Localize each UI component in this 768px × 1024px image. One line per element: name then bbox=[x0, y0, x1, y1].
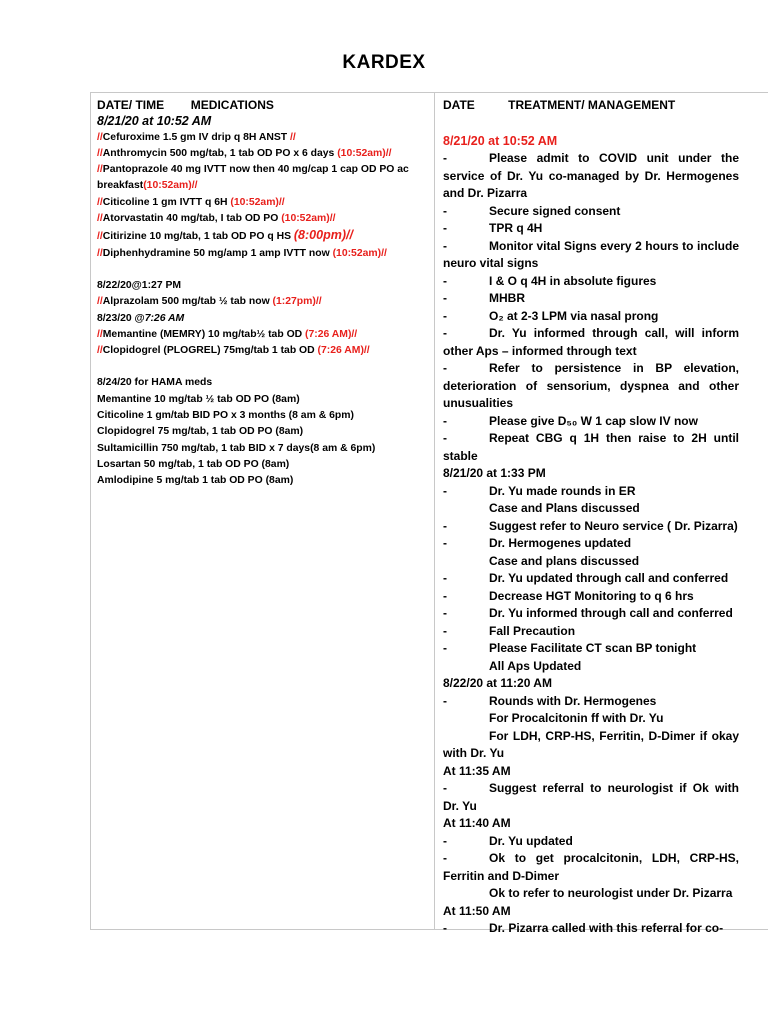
med-list-1 bbox=[97, 130, 427, 262]
hama-med-entry: Memantine 10 mg/tab ½ tab OD PO (8am) bbox=[97, 393, 300, 405]
med-slash-prefix: // bbox=[97, 328, 103, 340]
treatment-bullet: - bbox=[443, 641, 447, 655]
treatment-bullet: - bbox=[443, 588, 447, 603]
treatment-list-2 bbox=[443, 483, 739, 676]
treatment-item bbox=[443, 238, 739, 273]
treatment-item bbox=[443, 623, 739, 641]
treatment-item bbox=[443, 308, 739, 326]
treatment-time-2: At 11:40 AM bbox=[443, 816, 511, 830]
med-entry bbox=[97, 343, 427, 359]
hama-med-entry: Amlodipine 5 mg/tab 1 tab OD PO (8am) bbox=[97, 475, 294, 487]
treatment-text: Please Facilitate CT scan BP tonight bbox=[489, 641, 697, 655]
hama-med-list bbox=[97, 392, 427, 490]
med-time: (1:27pm)// bbox=[272, 296, 322, 308]
treatment-item bbox=[443, 728, 739, 763]
treatment-bullet: - bbox=[443, 483, 447, 498]
treatment-text: Dr. Hermogenes updated bbox=[489, 536, 632, 550]
treatment-item bbox=[443, 500, 739, 518]
med-entry bbox=[97, 294, 427, 310]
treatment-text: Suggest refer to Neuro service ( Dr. Pizarra) bbox=[489, 518, 738, 533]
treatment-item bbox=[443, 570, 739, 588]
treatment-time-1: At 11:35 AM bbox=[443, 763, 511, 778]
med-slash-prefix: // bbox=[97, 231, 103, 243]
treatment-item bbox=[443, 360, 739, 413]
med-slash-prefix: // bbox=[97, 213, 103, 225]
treatment-text: Secure signed consent bbox=[489, 203, 621, 218]
med-time: (10:52am)// bbox=[143, 180, 198, 192]
treatment-text: Please give D₅₀ W 1 cap slow IV now bbox=[489, 413, 698, 428]
med-text: Diphenhydramine 50 mg/amp 1 amp IVTT now bbox=[102, 247, 333, 259]
treatment-item bbox=[443, 203, 739, 221]
treatment-bullet: - bbox=[443, 571, 447, 585]
med-time: (10:52am)// bbox=[281, 213, 336, 225]
med-slash-prefix: // bbox=[97, 247, 103, 259]
treatment-bullet: - bbox=[443, 221, 447, 235]
treatment-bullet: - bbox=[443, 518, 447, 533]
treatment-item bbox=[443, 780, 739, 815]
treatment-bullet: - bbox=[443, 536, 447, 550]
med-date-2: 8/22/20@1:27 PM bbox=[97, 279, 182, 291]
med-slash-prefix: // bbox=[97, 296, 103, 308]
treatment-text: O₂ at 2-3 LPM via nasal prong bbox=[489, 308, 659, 323]
document-title: KARDEX bbox=[342, 52, 426, 73]
med-time: (10:52am)// bbox=[332, 247, 387, 259]
treatment-item bbox=[443, 430, 739, 465]
med-list-3 bbox=[97, 327, 427, 360]
treatment-bullet: - bbox=[443, 238, 447, 253]
hama-med-entry: Clopidogrel 75 mg/tab, 1 tab OD PO (8am) bbox=[97, 426, 304, 438]
med-slash-suffix: // bbox=[290, 131, 296, 143]
med-entry bbox=[97, 162, 427, 178]
treatment-bullet: - bbox=[443, 431, 447, 445]
treatment-bullet: - bbox=[443, 291, 447, 305]
treatment-item bbox=[443, 220, 739, 238]
med-time: (7:26 AM)// bbox=[317, 345, 370, 357]
treatment-item bbox=[443, 150, 739, 203]
treatment-text: TPR q 4H bbox=[489, 221, 543, 235]
med-entry bbox=[97, 146, 427, 162]
treatment-text: I & O q 4H in absolute figures bbox=[489, 273, 657, 288]
med-entry bbox=[97, 178, 427, 194]
med-entry bbox=[97, 246, 427, 262]
treatment-item bbox=[443, 640, 739, 658]
hama-med-entry: Losartan 50 mg/tab, 1 tab OD PO (8am) bbox=[97, 458, 290, 470]
med-slash-prefix: // bbox=[97, 131, 103, 143]
treatment-item bbox=[443, 693, 739, 711]
med-text: Citicoline 1 gm IVTT q 6H bbox=[102, 196, 231, 208]
med-entry bbox=[97, 130, 427, 146]
treatment-bullet: - bbox=[443, 413, 447, 428]
kardex-table bbox=[90, 92, 768, 935]
treatment-list-4 bbox=[443, 780, 739, 815]
treatment-header: DATE TREATMENT/ MANAGEMENT bbox=[443, 98, 676, 112]
treatment-time-3: At 11:50 AM bbox=[443, 903, 511, 918]
treatment-text: Refer to persistence in BP elevation, deterioration of sensorium, dyspnea and other unusualities bbox=[443, 361, 739, 410]
med-entry bbox=[97, 195, 427, 211]
treatment-text: Dr. Yu updated through call and conferred bbox=[489, 571, 729, 585]
treatment-text: Please admit to COVID unit under the service of Dr. Yu co-managed by Dr. Hermogenes and Dr. Pizarra bbox=[443, 151, 739, 200]
treatment-item bbox=[443, 273, 739, 291]
med-date-1: 8/21/20 at 10:52 AM bbox=[97, 114, 212, 129]
treatment-text: Case and plans discussed bbox=[489, 553, 640, 568]
treatment-bullet: - bbox=[443, 361, 447, 375]
med-text: Clopidogrel (PLOGREL) 75mg/tab 1 tab OD bbox=[102, 345, 318, 357]
med-entry bbox=[97, 327, 427, 343]
treatment-item bbox=[443, 518, 739, 536]
treatment-item bbox=[443, 885, 739, 903]
treatment-item bbox=[443, 588, 739, 606]
column-divider bbox=[434, 93, 435, 929]
med-text: Memantine (MEMRY) 10 mg/tab½ tab OD bbox=[102, 328, 306, 340]
med-slash-prefix: // bbox=[97, 345, 103, 357]
treatment-text: Ok to get procalcitonin, LDH, CRP-HS, Ferritin and D-Dimer bbox=[443, 851, 739, 883]
treatment-bullet: - bbox=[443, 623, 447, 638]
treatment-bullet: - bbox=[443, 273, 447, 288]
med-list-2 bbox=[97, 294, 427, 310]
treatment-bullet: - bbox=[443, 606, 447, 620]
medications-column bbox=[97, 97, 427, 490]
treatment-item bbox=[443, 850, 739, 885]
treatment-text: Dr. Yu made rounds in ER bbox=[489, 483, 636, 498]
treatment-bullet: - bbox=[443, 921, 447, 935]
hama-med-entry: Sultamicillin 750 mg/tab, 1 tab BID x 7 days(8 am & 6pm) bbox=[97, 442, 376, 454]
med-text: Alprazolam 500 mg/tab ½ tab now bbox=[102, 296, 273, 308]
treatment-item bbox=[443, 483, 739, 501]
treatment-list-5 bbox=[443, 833, 739, 903]
treatment-item bbox=[443, 290, 739, 308]
treatment-bullet: - bbox=[443, 833, 447, 848]
treatment-item bbox=[443, 325, 739, 360]
treatment-text: Dr. Yu informed through call, will inform other Aps – informed through text bbox=[443, 326, 739, 358]
treatment-text: Repeat CBG q 1H then raise to 2H until stable bbox=[443, 431, 739, 463]
treatment-bullet: - bbox=[443, 693, 447, 708]
treatment-text: All Aps Updated bbox=[489, 658, 582, 673]
treatment-list-3 bbox=[443, 693, 739, 763]
med-text: Atorvastatin 40 mg/tab, I tab OD PO bbox=[102, 213, 282, 225]
treatment-text: Suggest referral to neurologist if Ok with Dr. Yu bbox=[443, 781, 739, 813]
med-time: (7:26 AM)// bbox=[305, 328, 358, 340]
treatment-text: Rounds with Dr. Hermogenes bbox=[489, 693, 657, 708]
treatment-item bbox=[443, 605, 739, 623]
treatment-text: Fall Precaution bbox=[489, 623, 576, 638]
treatment-item bbox=[443, 833, 739, 851]
treatment-text: Dr. Yu informed through call and conferred bbox=[489, 606, 733, 620]
treatment-text: Dr. Yu updated bbox=[489, 833, 573, 848]
treatment-list-1 bbox=[443, 150, 739, 465]
treatment-text: MHBR bbox=[489, 291, 525, 305]
hama-title: 8/24/20 for HAMA meds bbox=[97, 377, 213, 389]
treatment-item bbox=[443, 413, 739, 431]
treatment-text: For LDH, CRP-HS, Ferritin, D-Dimer if okay with Dr. Yu bbox=[443, 728, 739, 760]
med-text: Pantoprazole 40 mg IVTT now then 40 mg/cap 1 cap OD PO ac bbox=[102, 164, 409, 176]
med-entry bbox=[97, 227, 427, 245]
med-time: (10:52am)// bbox=[230, 196, 285, 208]
treatment-text: Ok to refer to neurologist under Dr. Pizarra bbox=[489, 886, 733, 900]
treatment-bullet: - bbox=[443, 308, 447, 323]
med-time: (8:00pm)// bbox=[293, 228, 353, 243]
treatment-text: For Procalcitonin ff with Dr. Yu bbox=[489, 711, 664, 725]
med-date-3: 8/23/20 @7:26 AM bbox=[97, 312, 185, 324]
med-entry bbox=[97, 211, 427, 227]
treatment-bullet: - bbox=[443, 151, 447, 165]
treatment-text: Dr. Pizarra called with this referral for co- bbox=[489, 921, 724, 935]
treatment-item bbox=[443, 658, 739, 676]
med-text: Cefuroxime 1.5 gm IV drip q 8H ANST bbox=[102, 131, 291, 143]
treatment-text: Monitor vital Signs every 2 hours to include neuro vital signs bbox=[443, 238, 739, 270]
med-text: breakfast bbox=[97, 180, 144, 192]
treatment-list-6 bbox=[443, 920, 739, 938]
treatment-item bbox=[443, 553, 739, 571]
treatment-text: Case and Plans discussed bbox=[489, 501, 640, 515]
hama-med-entry: Citicoline 1 gm/tab BID PO x 3 months (8 am & 6pm) bbox=[97, 410, 354, 422]
med-text: Citirizine 10 mg/tab, 1 tab OD PO q HS bbox=[102, 231, 294, 243]
med-text: Anthromycin 500 mg/tab, 1 tab OD PO x 6 days bbox=[102, 147, 338, 159]
treatment-text: Decrease HGT Monitoring to q 6 hrs bbox=[489, 588, 694, 603]
treatment-item bbox=[443, 710, 739, 728]
med-time: (10:52am)// bbox=[337, 147, 392, 159]
treatment-date-2: 8/21/20 at 1:33 PM bbox=[443, 466, 546, 480]
treatment-bullet: - bbox=[443, 326, 447, 340]
med-slash-prefix: // bbox=[97, 164, 103, 176]
treatment-item bbox=[443, 535, 739, 553]
treatment-bullet: - bbox=[443, 781, 447, 795]
treatment-bullet: - bbox=[443, 851, 447, 865]
treatment-date-3: 8/22/20 at 11:20 AM bbox=[443, 676, 552, 690]
treatment-item bbox=[443, 920, 739, 938]
treatment-date-1: 8/21/20 at 10:52 AM bbox=[443, 133, 558, 148]
med-slash-prefix: // bbox=[97, 147, 103, 159]
treatment-column bbox=[443, 97, 739, 938]
treatment-bullet: - bbox=[443, 203, 447, 218]
medications-header: DATE/ TIME MEDICATIONS bbox=[97, 98, 274, 112]
med-slash-prefix: // bbox=[97, 196, 103, 208]
